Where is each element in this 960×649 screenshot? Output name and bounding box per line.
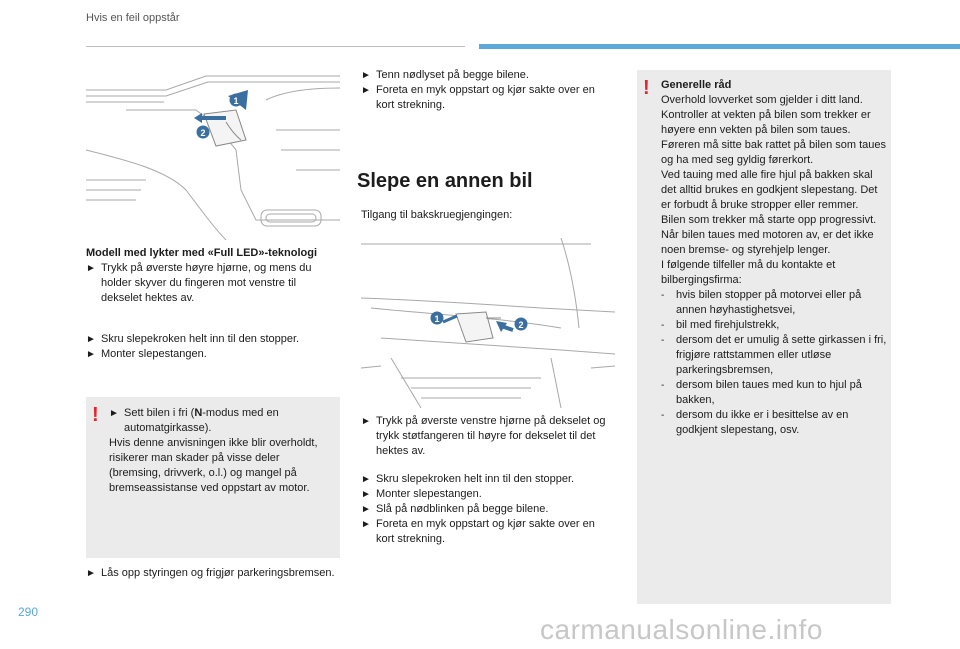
header-accent-bar xyxy=(479,44,960,49)
steps-bottom xyxy=(361,472,615,547)
advice-paragraph: Ved tauing med alle fire hjul på bakken skal det alltid brukes en godkjent slepestang. Det er forbudt å bruke stropper eller remmer. xyxy=(661,169,878,211)
arrow-bullet-icon: ► xyxy=(86,334,96,345)
arrow-bullet-icon: ► xyxy=(361,474,371,485)
advice-paragraph: Bilen som trekker må starte opp progressivt. xyxy=(661,214,877,226)
advice-paragraph: Når bilen taues med motoren av, er det ikke noen bremse- og styrehjelp lenger. xyxy=(661,229,874,256)
rear-bumper-illustration xyxy=(361,238,615,408)
arrow-bullet-icon: ► xyxy=(361,85,371,96)
list-item: ► Skru slepekroken helt inn til den stopper. xyxy=(361,473,575,485)
list-item: ► Monter slepestangen. xyxy=(361,488,482,500)
advice-title: Generelle råd xyxy=(661,79,732,91)
dash-bullet: - xyxy=(661,290,665,301)
exclamation-icon: ! xyxy=(643,77,650,99)
arrow-bullet-icon: ► xyxy=(361,519,371,530)
dash-bullet: - xyxy=(661,410,665,421)
steps-a xyxy=(86,261,340,306)
list-item: - dersom du ikke er i besittelse av en godkjent slepestang, osv. xyxy=(661,409,849,436)
arrow-bullet-icon: ► xyxy=(361,416,371,427)
list-item: - dersom bilen taues med kun to hjul på bakken, xyxy=(661,379,862,406)
front-bumper-illustration xyxy=(86,70,340,240)
steps-top xyxy=(361,68,615,113)
advice-paragraph: Kontroller at vekten på bilen som trekker er høyere enn vekten på bilen som taues. xyxy=(661,109,871,136)
section-title: Slepe en annen bil xyxy=(357,170,533,192)
arrow-bullet-icon: ► xyxy=(109,408,119,419)
intro-text: Tilgang til bakskruegjengingen: xyxy=(361,209,513,221)
arrow-bullet-icon: ► xyxy=(86,263,96,274)
steps-mid xyxy=(361,414,615,459)
list-item: ► Trykk på øverste venstre hjørne på dekselet og trykk støtfangeren til høyre for dekselet til det hektes av. xyxy=(361,415,606,457)
watermark: carmanualsonline.info xyxy=(540,614,823,645)
arrow-bullet-icon: ► xyxy=(361,489,371,500)
callout-1-label: 1 xyxy=(434,314,440,324)
warning-content xyxy=(109,406,333,496)
steps-b xyxy=(86,332,340,362)
advice-paragraph: I følgende tilfeller må du kontakte et bilbergingsfirma: xyxy=(661,259,836,286)
dash-bullet: - xyxy=(661,335,665,346)
dash-bullet: - xyxy=(661,380,665,391)
list-item: - hvis bilen stopper på motorvei eller på annen høyhastighetsvei, xyxy=(661,289,862,316)
arrow-bullet-icon: ► xyxy=(361,70,371,81)
arrow-bullet-icon: ► xyxy=(86,568,96,579)
arrow-bullet-icon: ► xyxy=(361,504,371,515)
page-number: 290 xyxy=(18,605,39,619)
advice-paragraph: Overhold lovverket som gjelder i ditt land. xyxy=(661,94,863,106)
callout-1-label: 1 xyxy=(233,96,239,106)
list-item: ► Foreta en myk oppstart og kjør sakte over en kort strekning. xyxy=(361,84,595,111)
callout-2-label: 2 xyxy=(200,128,206,138)
callout-2-label: 2 xyxy=(518,320,524,330)
dash-bullet: - xyxy=(661,320,665,331)
header-rule xyxy=(86,46,465,47)
arrow-bullet-icon: ► xyxy=(86,349,96,360)
model-heading: Modell med lykter med «Full LED»-teknologi xyxy=(86,247,318,259)
advice-content xyxy=(661,78,887,438)
list-item: ► Skru slepekroken helt inn til den stopper. xyxy=(86,333,300,345)
list-item: ► Tenn nødlyset på begge bilene. xyxy=(361,69,529,81)
list-item: ► Trykk på øverste høyre hjørne, og mens du holder skyver du fingeren mot venstre til dekselet hektes av. xyxy=(86,262,312,304)
list-item: - bil med firehjulstrekk, xyxy=(661,319,780,331)
advice-paragraph: Føreren må sitte bak rattet på bilen som taues og ha med seg gyldig førerkort. xyxy=(661,139,886,166)
list-item: ► Lås opp styringen og frigjør parkeringsbremsen. xyxy=(86,567,335,579)
header-title: Hvis en feil oppstår xyxy=(86,12,180,24)
list-item: ► Monter slepestangen. xyxy=(86,348,207,360)
list-item: - dersom det er umulig å sette girkassen i fri, frigjøre rattstammen eller utløse parkeringsbremsen, xyxy=(661,334,887,376)
list-item: ► Foreta en myk oppstart og kjør sakte over en kort strekning. xyxy=(361,518,595,545)
steps-c xyxy=(86,566,340,581)
warning-body: Hvis denne anvisningen ikke blir overholdt, risikerer man skader på visse deler (bremsing, drivverk, o.l.) og mangel på bremseassistanse ved oppstart av motor. xyxy=(109,437,318,494)
list-item: ► Slå på nødblinken på begge bilene. xyxy=(361,503,549,515)
list-item: ► Sett bilen i fri (N-modus med en automatgirkasse). xyxy=(109,407,279,434)
exclamation-icon: ! xyxy=(92,404,99,426)
